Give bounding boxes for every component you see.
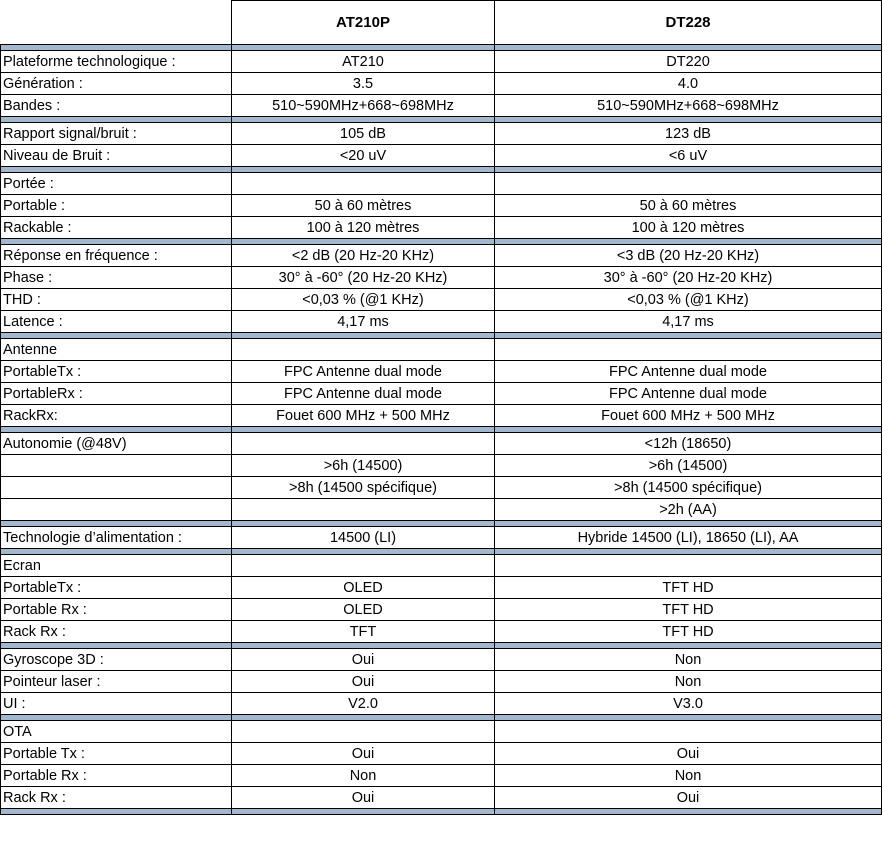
table-row xyxy=(1,787,882,809)
product-b-value-cell: Non xyxy=(495,671,882,693)
product-b-value-cell: <6 uV xyxy=(495,145,882,167)
row-label-cell: Technologie d’alimentation : xyxy=(1,527,232,549)
table-row xyxy=(1,95,882,117)
table-row xyxy=(1,173,882,195)
table-row xyxy=(1,721,882,743)
row-label-cell: Portée : xyxy=(1,173,232,195)
table-row xyxy=(1,73,882,95)
product-b-value-cell: 100 à 120 mètres xyxy=(495,217,882,239)
row-label-cell: Gyroscope 3D : xyxy=(1,649,232,671)
table-row xyxy=(1,599,882,621)
product-a-value-cell: Oui xyxy=(232,671,495,693)
product-a-value-cell: OLED xyxy=(232,577,495,599)
table-row xyxy=(1,649,882,671)
row-label-cell: Phase : xyxy=(1,267,232,289)
row-label-cell: Portable Rx : xyxy=(1,599,232,621)
product-b-value-cell: DT220 xyxy=(495,51,882,73)
product-a-value-cell xyxy=(232,173,495,195)
product-a-value-cell: <20 uV xyxy=(232,145,495,167)
row-label-cell: Pointeur laser : xyxy=(1,671,232,693)
product-a-value-cell xyxy=(232,721,495,743)
table-row xyxy=(1,765,882,787)
product-a-value-cell: 105 dB xyxy=(232,123,495,145)
table-row xyxy=(1,195,882,217)
product-a-value-cell: >8h (14500 spécifique) xyxy=(232,477,495,499)
row-label-cell: PortableRx : xyxy=(1,383,232,405)
table-row xyxy=(1,527,882,549)
product-b-value-cell: 4.0 xyxy=(495,73,882,95)
product-b-value-cell: TFT HD xyxy=(495,599,882,621)
product-b-value-cell: <0,03 % (@1 KHz) xyxy=(495,289,882,311)
table-row xyxy=(1,693,882,715)
table-row xyxy=(1,311,882,333)
row-label-cell: Ecran xyxy=(1,555,232,577)
table-row xyxy=(1,555,882,577)
product-a-value-cell: <2 dB (20 Hz-20 KHz) xyxy=(232,245,495,267)
product-b-value-cell: 123 dB xyxy=(495,123,882,145)
row-label-cell: Rackable : xyxy=(1,217,232,239)
product-b-value-cell xyxy=(495,339,882,361)
row-label-cell: PortableTx : xyxy=(1,361,232,383)
product-b-value-cell: Oui xyxy=(495,743,882,765)
table-row xyxy=(1,577,882,599)
product-b-value-cell: 4,17 ms xyxy=(495,311,882,333)
product-a-value-cell: 510~590MHz+668~698MHz xyxy=(232,95,495,117)
product-b-value-cell: Hybride 14500 (LI), 18650 (LI), AA xyxy=(495,527,882,549)
separator-cell xyxy=(495,809,882,815)
row-label-cell: Plateforme technologique : xyxy=(1,51,232,73)
spec-table-body xyxy=(1,45,882,815)
product-b-value-cell: 30° à -60° (20 Hz-20 KHz) xyxy=(495,267,882,289)
product-b-value-cell: >2h (AA) xyxy=(495,499,882,521)
header-product-a: AT210P xyxy=(232,1,495,45)
product-b-value-cell: Fouet 600 MHz + 500 MHz xyxy=(495,405,882,427)
table-row xyxy=(1,433,882,455)
table-row xyxy=(1,123,882,145)
product-b-value-cell: 510~590MHz+668~698MHz xyxy=(495,95,882,117)
table-row xyxy=(1,217,882,239)
separator-cell xyxy=(1,809,232,815)
product-b-value-cell: TFT HD xyxy=(495,577,882,599)
product-b-value-cell xyxy=(495,173,882,195)
product-b-value-cell: V3.0 xyxy=(495,693,882,715)
product-a-value-cell: FPC Antenne dual mode xyxy=(232,383,495,405)
table-row xyxy=(1,245,882,267)
product-a-value-cell: <0,03 % (@1 KHz) xyxy=(232,289,495,311)
product-b-value-cell: Oui xyxy=(495,787,882,809)
row-label-cell: Rack Rx : xyxy=(1,787,232,809)
row-label-cell: RackRx: xyxy=(1,405,232,427)
product-a-value-cell: FPC Antenne dual mode xyxy=(232,361,495,383)
table-row xyxy=(1,477,882,499)
product-a-value-cell: Non xyxy=(232,765,495,787)
product-b-value-cell: <3 dB (20 Hz-20 KHz) xyxy=(495,245,882,267)
product-a-value-cell: 30° à -60° (20 Hz-20 KHz) xyxy=(232,267,495,289)
product-b-value-cell: TFT HD xyxy=(495,621,882,643)
product-b-value-cell xyxy=(495,555,882,577)
row-label-cell: PortableTx : xyxy=(1,577,232,599)
row-label-cell: Réponse en fréquence : xyxy=(1,245,232,267)
row-label-cell: OTA xyxy=(1,721,232,743)
table-row xyxy=(1,455,882,477)
row-label-cell: Génération : xyxy=(1,73,232,95)
product-a-value-cell: 3.5 xyxy=(232,73,495,95)
product-a-value-cell: TFT xyxy=(232,621,495,643)
table-row xyxy=(1,51,882,73)
row-label-cell: Portable : xyxy=(1,195,232,217)
product-a-value-cell: 100 à 120 mètres xyxy=(232,217,495,239)
row-label-cell: Portable Rx : xyxy=(1,765,232,787)
product-a-value-cell xyxy=(232,339,495,361)
product-a-value-cell: 4,17 ms xyxy=(232,311,495,333)
row-label-cell: Autonomie (@48V) xyxy=(1,433,232,455)
section-separator xyxy=(1,809,882,815)
table-row xyxy=(1,383,882,405)
row-label-cell: UI : xyxy=(1,693,232,715)
row-label-cell xyxy=(1,455,232,477)
table-row xyxy=(1,499,882,521)
product-a-value-cell: 14500 (LI) xyxy=(232,527,495,549)
product-a-value-cell xyxy=(232,499,495,521)
product-a-value-cell: Fouet 600 MHz + 500 MHz xyxy=(232,405,495,427)
row-label-cell: Rapport signal/bruit : xyxy=(1,123,232,145)
header-row xyxy=(1,1,882,45)
product-b-value-cell: <12h (18650) xyxy=(495,433,882,455)
table-row xyxy=(1,743,882,765)
product-a-value-cell: 50 à 60 mètres xyxy=(232,195,495,217)
row-label-cell: Niveau de Bruit : xyxy=(1,145,232,167)
product-b-value-cell: Non xyxy=(495,765,882,787)
header-corner-cell xyxy=(1,1,232,45)
product-a-value-cell: V2.0 xyxy=(232,693,495,715)
row-label-cell: Portable Tx : xyxy=(1,743,232,765)
row-label-cell xyxy=(1,499,232,521)
table-row xyxy=(1,361,882,383)
product-a-value-cell: Oui xyxy=(232,787,495,809)
product-b-value-cell xyxy=(495,721,882,743)
product-b-value-cell: 50 à 60 mètres xyxy=(495,195,882,217)
product-a-value-cell: Oui xyxy=(232,649,495,671)
product-b-value-cell: FPC Antenne dual mode xyxy=(495,361,882,383)
table-row xyxy=(1,671,882,693)
product-a-value-cell: AT210 xyxy=(232,51,495,73)
row-label-cell xyxy=(1,477,232,499)
row-label-cell: Antenne xyxy=(1,339,232,361)
table-row xyxy=(1,339,882,361)
table-row xyxy=(1,267,882,289)
product-a-value-cell: OLED xyxy=(232,599,495,621)
table-row xyxy=(1,145,882,167)
product-a-value-cell xyxy=(232,433,495,455)
product-a-value-cell: Oui xyxy=(232,743,495,765)
table-row xyxy=(1,405,882,427)
product-b-value-cell: Non xyxy=(495,649,882,671)
row-label-cell: Bandes : xyxy=(1,95,232,117)
table-row xyxy=(1,289,882,311)
row-label-cell: Latence : xyxy=(1,311,232,333)
product-b-value-cell: >6h (14500) xyxy=(495,455,882,477)
product-a-value-cell xyxy=(232,555,495,577)
product-b-value-cell: >8h (14500 spécifique) xyxy=(495,477,882,499)
product-a-value-cell: >6h (14500) xyxy=(232,455,495,477)
product-b-value-cell: FPC Antenne dual mode xyxy=(495,383,882,405)
header-product-b: DT228 xyxy=(495,1,882,45)
separator-cell xyxy=(232,809,495,815)
table-row xyxy=(1,621,882,643)
row-label-cell: THD : xyxy=(1,289,232,311)
row-label-cell: Rack Rx : xyxy=(1,621,232,643)
